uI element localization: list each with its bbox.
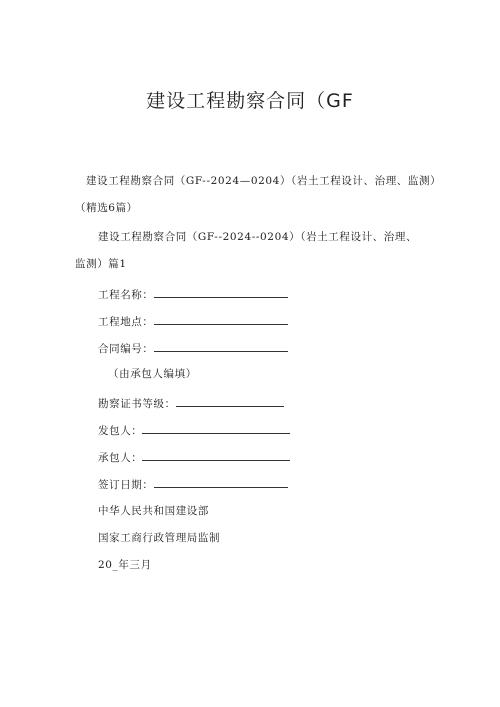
field-label: 工程名称： bbox=[98, 289, 154, 301]
intro-line-2: 监测）篇1 bbox=[75, 258, 127, 270]
field-project-location bbox=[98, 313, 288, 329]
field-label: 勘察证书等级： bbox=[98, 398, 176, 410]
field-label: 合同编号： bbox=[98, 343, 154, 355]
field-label: 发包人： bbox=[98, 425, 143, 437]
blank-underline bbox=[142, 422, 290, 434]
blank-underline bbox=[176, 395, 284, 407]
field-signing-date bbox=[98, 476, 288, 492]
field-label: 签订日期： bbox=[98, 479, 154, 491]
contractor-note: （由承包人编填） bbox=[108, 368, 197, 380]
issuer-ministry: 中华人民共和国建设部 bbox=[98, 505, 209, 517]
field-label: 承包人： bbox=[98, 452, 143, 464]
document-title: 建设工程勘察合同（GF bbox=[146, 90, 354, 112]
field-survey-grade bbox=[98, 395, 284, 411]
issuer-administration: 国家工商行政管理局监制 bbox=[98, 532, 221, 544]
blank-underline bbox=[142, 449, 290, 461]
field-contractor bbox=[98, 449, 290, 465]
heading-line-1: 建设工程勘察合同（GF--2024—0204）（岩土工程设计、治理、监测） bbox=[86, 175, 442, 187]
intro-line-1: 建设工程勘察合同（GF--2024--0204）（岩土工程设计、治理、 bbox=[98, 231, 418, 243]
heading-line-2: （精选6篇） bbox=[75, 202, 138, 214]
field-client bbox=[98, 422, 290, 438]
field-label: 工程地点： bbox=[98, 316, 154, 328]
issue-date: 20_年三月 bbox=[98, 559, 152, 571]
blank-underline bbox=[154, 476, 288, 488]
blank-underline bbox=[154, 340, 288, 352]
blank-underline bbox=[154, 286, 288, 298]
field-project-name bbox=[98, 286, 288, 302]
field-contract-number bbox=[98, 340, 288, 356]
blank-underline bbox=[154, 313, 288, 325]
